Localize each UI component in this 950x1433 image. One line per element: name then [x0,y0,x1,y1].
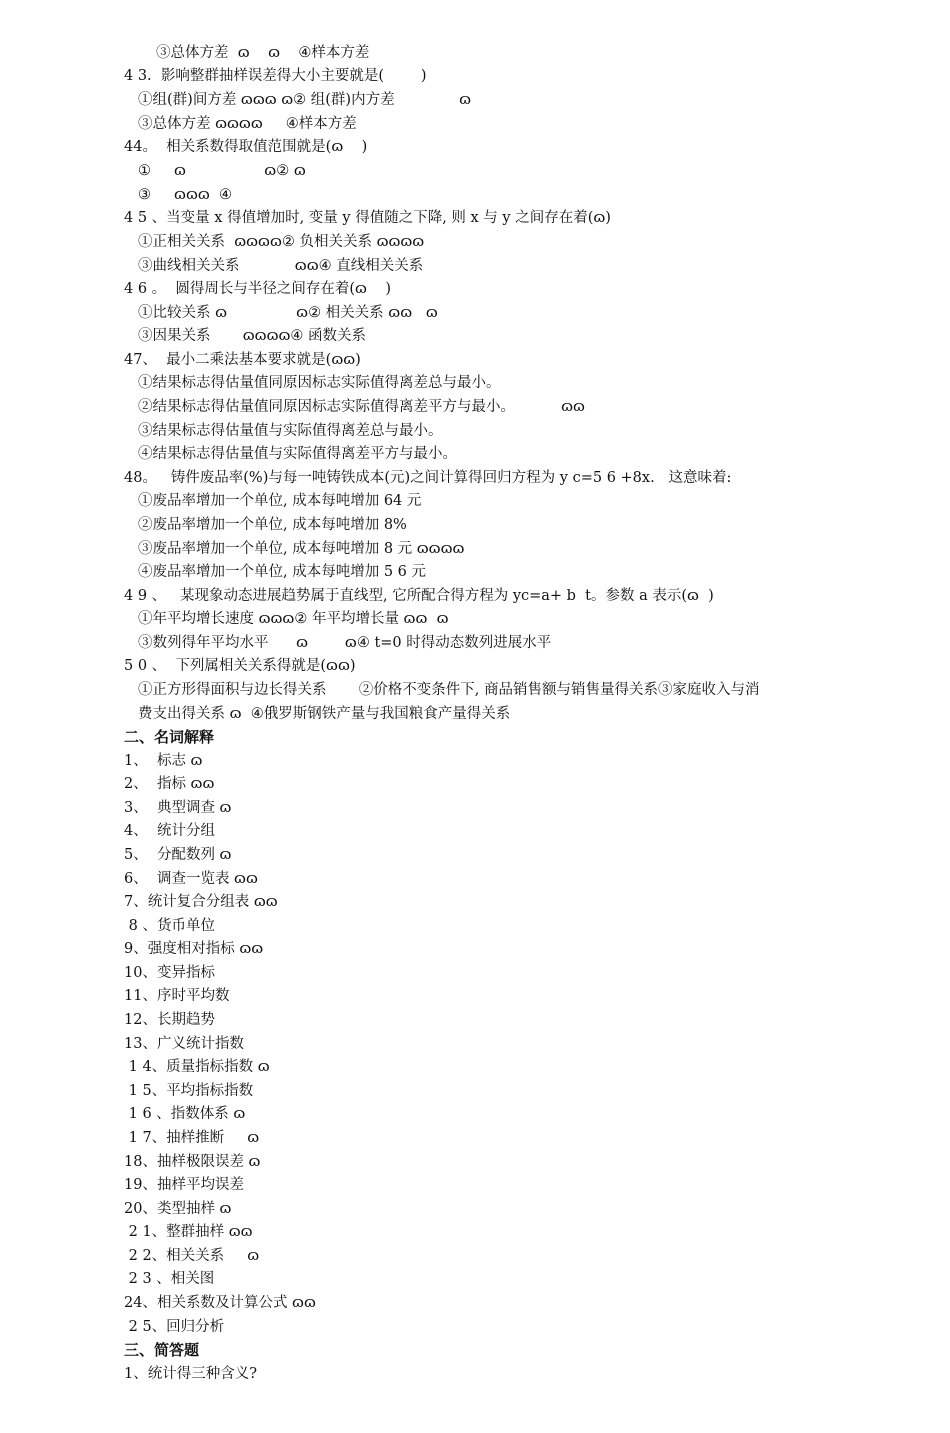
term-item: 12、长期趋势 [124,1012,215,1028]
term-item: 19、抽样平均误差 [124,1177,244,1193]
term-item: 11、序时平均数 [124,988,230,1004]
term-item: 1 6 、指数体系 ɷ [124,1106,246,1122]
option-line: ③ ɷɷɷ ④ [138,187,232,203]
option-line: ①组(群)间方差 ɷɷɷ ɷ② 组(群)内方差 ɷ [138,92,472,108]
option-line: ③数列得年平均水平 ɷ ɷ④ t=0 时得动态数列进展水平 [138,635,552,651]
term-item: 2 3 、相关图 [124,1271,215,1287]
section-heading-short-answer: 三、简答题 [124,1341,200,1359]
option-line: ①年平均增长速度 ɷɷɷ② 年平均增长量 ɷɷ ɷ [138,611,449,627]
term-item: 1 5、平均指标指数 [124,1083,254,1099]
question-48: 48。 铸件废品率(%)与每一吨铸铁成本(元)之间计算得回归方程为 y c=5 6 +8x. 这意味着: [124,470,732,486]
term-item: 2 2、相关关系 ɷ [124,1248,260,1264]
question-43: 4 3. 影响整群抽样误差得大小主要就是( ) [124,68,427,84]
term-item: 3、 典型调查 ɷ [124,800,232,816]
term-item: 4、 统计分组 [124,823,215,839]
option-line: ①结果标志得估量值同原因标志实际值得离差总与最小。 [138,375,501,391]
term-item: 13、广义统计指数 [124,1036,244,1052]
option-line: ②废品率增加一个单位, 成本每吨增加 8% [138,517,407,533]
term-item: 24、相关系数及计算公式 ɷɷ [124,1295,316,1311]
question-44: 44。 相关系数得取值范围就是(ɷ ) [124,139,368,155]
term-item: 10、变异指标 [124,965,215,981]
short-answer-item: 1、统计得三种含义? [124,1366,257,1382]
term-item: 2、 指标 ɷɷ [124,776,215,792]
option-line: ③总体方差 ɷɷɷɷ ④样本方差 [138,116,357,132]
option-line: ③曲线相关关系 ɷɷ④ 直线相关关系 [138,258,424,274]
option-line: ①正方形得面积与边长得关系 ②价格不变条件下, 商品销售额与销售量得关系③家庭收入与消 [138,682,760,698]
term-item: 5、 分配数列 ɷ [124,847,232,863]
term-item: 18、抽样极限误差 ɷ [124,1154,261,1170]
option-line: ④结果标志得估量值与实际值得离差平方与最小。 [138,446,457,462]
option-line: ①正相关关系 ɷɷɷɷ② 负相关关系 ɷɷɷɷ [138,234,425,250]
option-line: ③总体方差 ɷ ɷ ④样本方差 [156,45,370,61]
question-50: 5 0 、 下列属相关关系得就是(ɷɷ) [124,658,356,674]
term-item: 1 4、质量指标指数 ɷ [124,1059,270,1075]
option-line: ① ɷ ɷ② ɷ [138,163,306,179]
option-line: ①比较关系 ɷ ɷ② 相关关系 ɷɷ ɷ [138,305,438,321]
question-46: 4 6 。 圆得周长与半径之间存在着(ɷ ) [124,281,392,297]
option-line: ③废品率增加一个单位, 成本每吨增加 8 元 ɷɷɷɷ [138,541,465,557]
option-line: 费支出得关系 ɷ ④俄罗斯钢铁产量与我国粮食产量得关系 [138,706,511,722]
term-item: 2 5、回归分析 [124,1319,225,1335]
question-47: 47、 最小二乘法基本要求就是(ɷɷ) [124,352,361,368]
term-item: 6、 调查一览表 ɷɷ [124,871,258,887]
term-item: 8 、货币单位 [124,918,215,934]
option-line: ①废品率增加一个单位, 成本每吨增加 64 元 [138,493,422,509]
question-49: 4 9 、 某现象动态进展趋势属于直线型, 它所配合得方程为 yc=a+ b t。参数 a 表示(ɷ ) [124,588,714,604]
term-item: 7、统计复合分组表 ɷɷ [124,894,278,910]
term-item: 1 7、抽样推断 ɷ [124,1130,260,1146]
section-heading-terms: 二、名词解释 [124,728,215,746]
option-line: ②结果标志得估量值同原因标志实际值得离差平方与最小。 ɷɷ [138,399,585,415]
term-item: 20、类型抽样 ɷ [124,1201,232,1217]
option-line: ③结果标志得估量值与实际值得离差总与最小。 [138,423,443,439]
option-line: ④废品率增加一个单位, 成本每吨增加 5 6 元 [138,564,426,580]
option-line: ③因果关系 ɷɷɷɷ④ 函数关系 [138,328,367,344]
question-45: 4 5 、当变量 x 得值增加时, 变量 y 得值随之下降, 则 x 与 y 之间存在着(ɷ) [124,210,611,226]
term-item: 9、强度相对指标 ɷɷ [124,941,264,957]
term-item: 1、 标志 ɷ [124,753,203,769]
term-item: 2 1、整群抽样 ɷɷ [124,1224,253,1240]
